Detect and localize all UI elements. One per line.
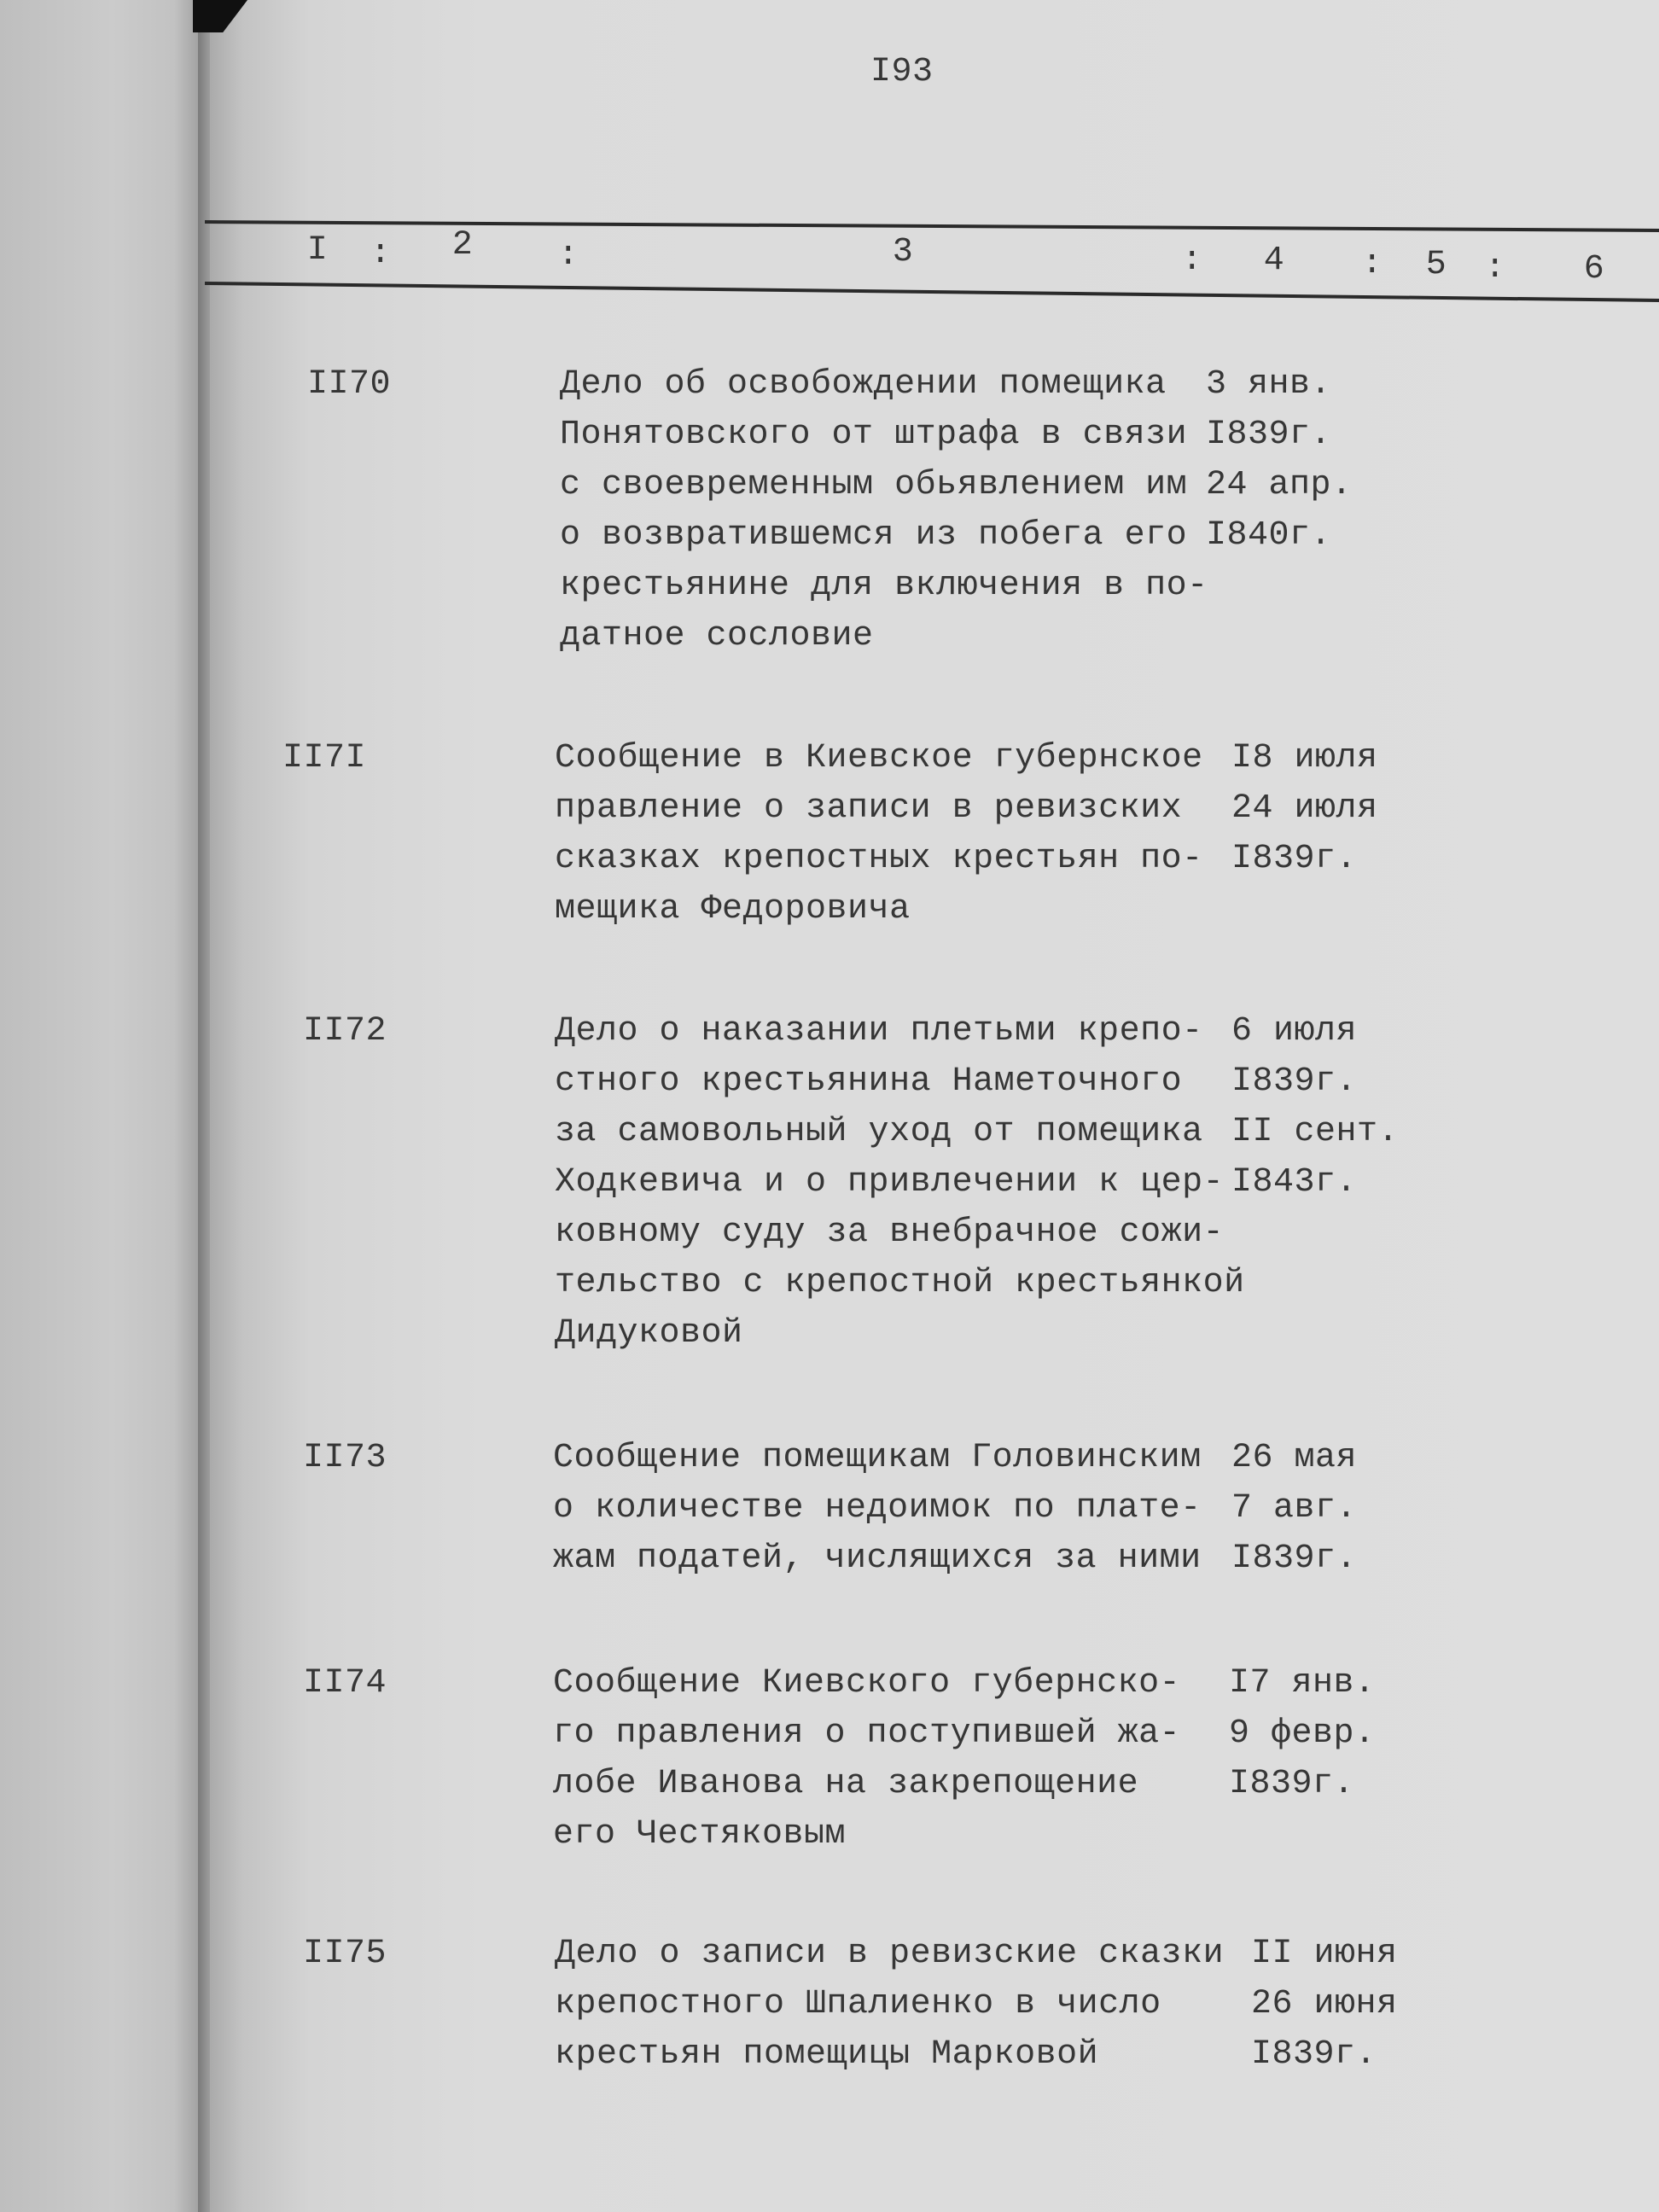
description-line: ковному суду за внебрачное сожи- (555, 1214, 1225, 1252)
entry-description (555, 1006, 1245, 1359)
entry-date: I840г. (1206, 516, 1332, 555)
entry-number: II74 (303, 1664, 387, 1703)
entry-description (555, 1929, 1224, 2080)
header-column-4: 4 (1263, 242, 1285, 280)
description-line: Ходкевича и о привлечении к цер- (555, 1163, 1225, 1202)
description-line: го правления о поступившей жа- (553, 1714, 1181, 1753)
header-rule-top (205, 222, 1659, 230)
header-separator: : (370, 235, 392, 273)
description-line: о количестве недоимок по плате- (553, 1489, 1202, 1528)
description-line: крестьян помещицы Марковой (555, 2035, 1099, 2074)
description-line: сказках крепостных крестьян по- (555, 840, 1203, 878)
header-column-6: 6 (1583, 250, 1605, 288)
description-line: мещика Федоровича (555, 890, 911, 928)
header-separator: : (1361, 245, 1383, 283)
description-line: стного крестьянина Наметочного (555, 1062, 1183, 1101)
entry-date: I839г. (1251, 2035, 1377, 2074)
entry-date: I843г. (1231, 1163, 1358, 1202)
entry-description (555, 733, 1203, 934)
header-column-5: 5 (1425, 246, 1447, 284)
entry-number: II7I (282, 739, 367, 777)
header-column-1: I (306, 231, 329, 270)
entry-description (560, 359, 1208, 661)
description-line: жам податей, числящихся за ними (553, 1540, 1202, 1578)
description-line: правление о записи в ревизских (555, 789, 1183, 828)
entry-dates (1231, 733, 1378, 884)
description-line: за самовольный уход от помещика (555, 1113, 1203, 1151)
entry-description (553, 1433, 1202, 1584)
entry-number: II75 (303, 1935, 387, 1973)
entry-date: II июня (1251, 1935, 1398, 1973)
description-line: Дело об освобождении помещика (560, 365, 1167, 404)
entry-dates (1251, 1929, 1398, 2080)
entry-date: I839г. (1229, 1765, 1355, 1803)
description-line: о возвратившемся из побега его (560, 516, 1188, 555)
entry-dates (1231, 1433, 1357, 1584)
entry-date: 9 февр. (1229, 1714, 1376, 1753)
description-line: крестьянине для включения в по- (560, 567, 1208, 605)
header-separator: : (1181, 242, 1203, 280)
entry-date: 7 авг. (1231, 1489, 1358, 1528)
description-line: Дело о наказании плетьми крепо- (555, 1012, 1203, 1051)
entry-date: 26 июня (1251, 1985, 1398, 2023)
entry-date: I839г. (1206, 416, 1332, 454)
description-line: Сообщение Киевского губернско- (553, 1664, 1181, 1703)
entry-number: II70 (307, 365, 392, 404)
header-separator: : (557, 236, 579, 275)
entry-date: II сент. (1231, 1113, 1400, 1151)
entry-dates (1206, 359, 1353, 561)
entry-date: 3 янв. (1206, 365, 1332, 404)
entry-dates (1229, 1658, 1376, 1809)
header-column-3: 3 (892, 233, 914, 271)
description-line: Дидуковой (555, 1314, 743, 1353)
page-number: I93 (870, 53, 934, 91)
description-line: Понятовского от штрафа в связи (560, 416, 1188, 454)
entry-date: I839г. (1231, 1062, 1358, 1101)
entry-date: 26 мая (1231, 1439, 1358, 1477)
description-line: с своевременным обьявлением им (560, 466, 1188, 504)
description-line: датное сословие (560, 617, 874, 655)
header-separator: : (1484, 249, 1506, 288)
header-column-2: 2 (451, 226, 474, 265)
entry-date: 24 апр. (1206, 466, 1353, 504)
entry-dates (1231, 1006, 1399, 1208)
description-line: крепостного Шпалиенко в число (555, 1985, 1161, 2023)
description-line: Сообщение в Киевское губернское (555, 739, 1203, 777)
entry-date: I7 янв. (1229, 1664, 1376, 1703)
entry-number: II72 (303, 1012, 387, 1051)
entry-date: I839г. (1231, 1540, 1358, 1578)
description-line: Дело о записи в ревизские сказки (555, 1935, 1225, 1973)
entry-date: 24 июля (1231, 789, 1378, 828)
description-line: Сообщение помещикам Головинским (553, 1439, 1202, 1477)
entry-date: 6 июля (1231, 1012, 1358, 1051)
description-line: его Честяковым (553, 1815, 847, 1854)
entry-date: I8 июля (1231, 739, 1378, 777)
description-line: тельство с крепостной крестьянкой (555, 1264, 1245, 1302)
entry-date: I839г. (1231, 840, 1358, 878)
entry-number: II73 (303, 1439, 387, 1477)
entry-description (553, 1658, 1180, 1860)
description-line: лобе Иванова на закрепощение (553, 1765, 1139, 1803)
